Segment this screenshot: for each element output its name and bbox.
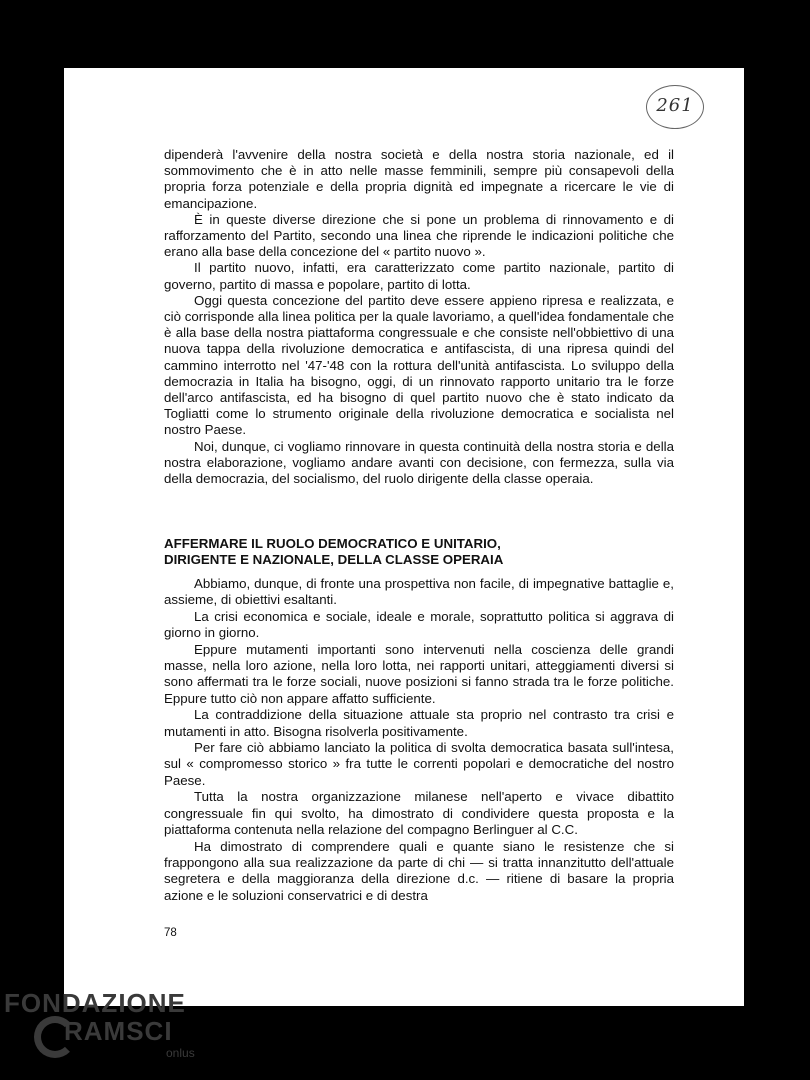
body-text-bottom bbox=[164, 576, 674, 904]
heading-line-1: AFFERMARE IL RUOLO DEMOCRATICO E UNITARIO, bbox=[164, 536, 501, 551]
paragraph: Ha dimostrato di comprendere quali e quante siano le resistenze che si frappongono alla sua realizzazione da parte di chi — si tratta innanzitutto dell'attuale segretera e della maggioranza della direzione d.c. — ritiene di basare la propria azione e le soluzioni conservatrici e di destra bbox=[164, 838, 674, 903]
paragraph: Oggi questa concezione del partito deve essere appieno ripresa e realizzata, e ciò corrisponde alla linea politica per la quale lavoriamo, a quell'idea fondamentale che è alla base della nostra piattaforma congressuale e che consiste nell'obbiettivo di una nuova tappa della rivoluzione democratica e antifascista, di una ripresa quindi del cammino interrotto nel '47-'48 con la rottura dell'unità antifascista. Lo sviluppo della democrazia in Italia ha bisogno, oggi, di un rinnovato rapporto unitario tra le forze dell'arco antifascista, ed ha bisogno di quel partito nuovo che è stato indicato da Togliatti come lo strumento originale della rivoluzione democratica e socialista nel nostro Paese. bbox=[164, 292, 674, 438]
watermark-onlus: onlus bbox=[166, 1046, 195, 1060]
paragraph: Il partito nuovo, infatti, era caratterizzato come partito nazionale, partito di governo, partito di massa e popolare, partito di lotta. bbox=[164, 260, 674, 292]
paragraph: dipenderà l'avvenire della nostra società e della nostra storia nazionale, ed il sommovimento che è in atto nelle masse femminili, sempre più consapevoli della propria forza potenziale e della propria dignità ed impegnate a ricercare le vie di emancipazione. bbox=[164, 147, 674, 211]
body-text-top bbox=[164, 147, 674, 487]
paragraph: Per fare ciò abbiamo lanciato la politica di svolta democratica basata sull'intesa, sul « compromesso storico » fra tutte le correnti popolari e democratiche del nostro Paese. bbox=[164, 740, 674, 788]
watermark-line-2: RAMSCI bbox=[64, 1016, 173, 1046]
paragraph: Noi, dunque, ci vogliamo rinnovare in questa continuità della nostra storia e della nostra elaborazione, vogliamo andare avanti con decisione, con fermezza, sulla via della democrazia, del socialismo, del ruolo dirigente della classe operaia. bbox=[164, 438, 674, 487]
page-number: 78 bbox=[164, 927, 177, 939]
archive-page-stamp: 261 bbox=[646, 85, 704, 129]
paragraph: Tutta la nostra organizzazione milanese nell'aperto e vivace dibattito congressuale fin qui svolto, ha dimostrato di condividere questa proposta e la piattaforma contenuta nella relazione del compagno Berlinguer al C.C. bbox=[164, 789, 674, 838]
paragraph: La crisi economica e sociale, ideale e morale, soprattutto politica si aggrava di giorno in giorno. bbox=[164, 608, 674, 641]
paragraph: La contraddizione della situazione attuale sta proprio nel contrasto tra crisi e mutamenti in atto. Bisogna risolverla positivamente. bbox=[164, 707, 674, 739]
watermark-line-1: FONDAZIONE bbox=[4, 988, 186, 1018]
paragraph: Eppure mutamenti importanti sono intervenuti nella coscienza delle grandi masse, nella loro azione, nella loro lotta, nei rapporti unitari, atteggiamenti diversi si sono affermati tra le forze sociali, nuove posizioni si fanno strada tra le forze politiche. Eppure tutto ciò non appare affatto sufficiente. bbox=[164, 641, 674, 706]
heading-line-2: DIRIGENTE E NAZIONALE, DELLA CLASSE OPERAIA bbox=[164, 552, 504, 567]
fondazione-gramsci-watermark bbox=[4, 988, 234, 1068]
paragraph: È in queste diverse direzione che si pone un problema di rinnovamento e di rafforzamento del Partito, secondo una linea che riprende le indicazioni politiche che erano alla base della concezione del « partito nuovo ». bbox=[164, 211, 674, 260]
paragraph: Abbiamo, dunque, di fronte una prospettiva non facile, di impegnative battaglie e, assieme, di obiettivi esaltanti. bbox=[164, 576, 674, 608]
section-heading bbox=[164, 536, 674, 568]
